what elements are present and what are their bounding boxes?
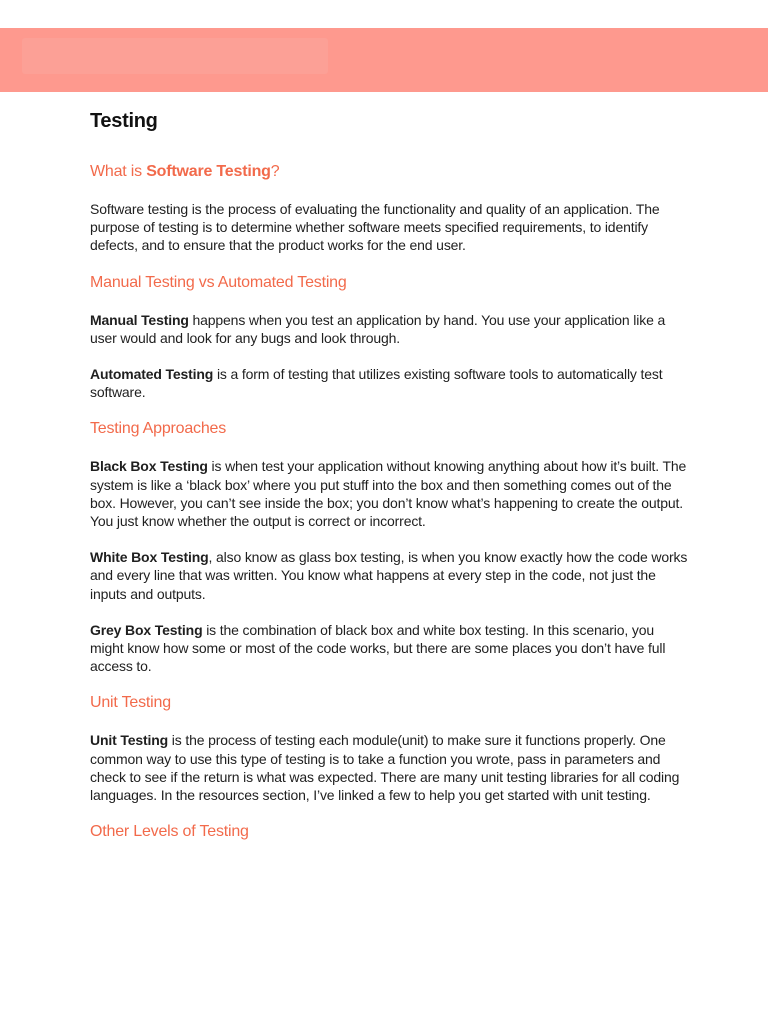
term-automated-testing: Automated Testing [90,366,214,383]
text-unit-testing: is the process of testing each module(unit) to make sure it functions properly. One common way to use this type of testing is to take a function you wrote, pass in parameters and check to see if the return is what was expected. There are many unit testing libraries for all coding languages. In the resources section, I’ve linked a few to help you get started with unit testing. [90,732,680,804]
term-unit-testing: Unit Testing [90,732,169,749]
paragraph-what-is: Software testing is the process of evaluating the functionality and quality of an application. The purpose of testing is to determine whether software meets specified requirements, to identify defects, and to ensure that the product works for the end user. [90,201,660,254]
term-manual-testing: Manual Testing [90,311,189,328]
term-white-box: White Box Testing [90,549,209,566]
page-title: Testing [90,110,158,132]
paragraph-unit-testing [90,731,690,804]
paragraph-black-box [90,457,690,530]
text-black-box: is when test your application without knowing anything about how it’s built. The system is like a ‘black box’ where you put stuff into the box and then something comes out of the box. However, you can’t see inside the box; you don’t know what’s happening to create the output. You just know whether the output is correct or incorrect. [90,458,687,530]
section-heading-approaches: Testing Approaches [90,420,227,438]
header-band [0,28,768,92]
section-heading-other-levels: Other Levels of Testing [90,823,249,841]
text-manual-testing: happens when you test an application by hand. You use your application like a user would and look for any bugs and look through. [90,311,666,346]
term-black-box: Black Box Testing [90,458,208,475]
heading-bold: Software Testing [146,163,271,180]
text-automated-testing: is a form of testing that utilizes existing software tools to automatically test software. [90,366,663,401]
paragraph-grey-box [90,621,690,676]
paragraph-automated-testing [90,365,690,401]
section-heading-manual-vs-automated: Manual Testing vs Automated Testing [90,273,347,291]
section-heading-unit: Unit Testing [90,694,171,712]
heading-suffix: ? [270,163,280,180]
text-grey-box: is the combination of black box and white box testing. In this scenario, you might know how some or most of the code works, but there are some places you don’t have full access to. [90,621,666,675]
document-body [90,107,690,860]
paragraph-manual-testing [90,311,690,347]
heading-prefix: What is [90,163,147,180]
text-white-box: , also know as glass box testing, is when you know exactly how the code works and every line that was written. You know what happens at every step in the code, not just the inputs and outputs. [90,549,688,602]
section-heading-what-is [90,161,690,183]
header-band-highlight [22,38,328,74]
term-grey-box: Grey Box Testing [90,621,203,638]
paragraph-white-box [90,548,690,603]
